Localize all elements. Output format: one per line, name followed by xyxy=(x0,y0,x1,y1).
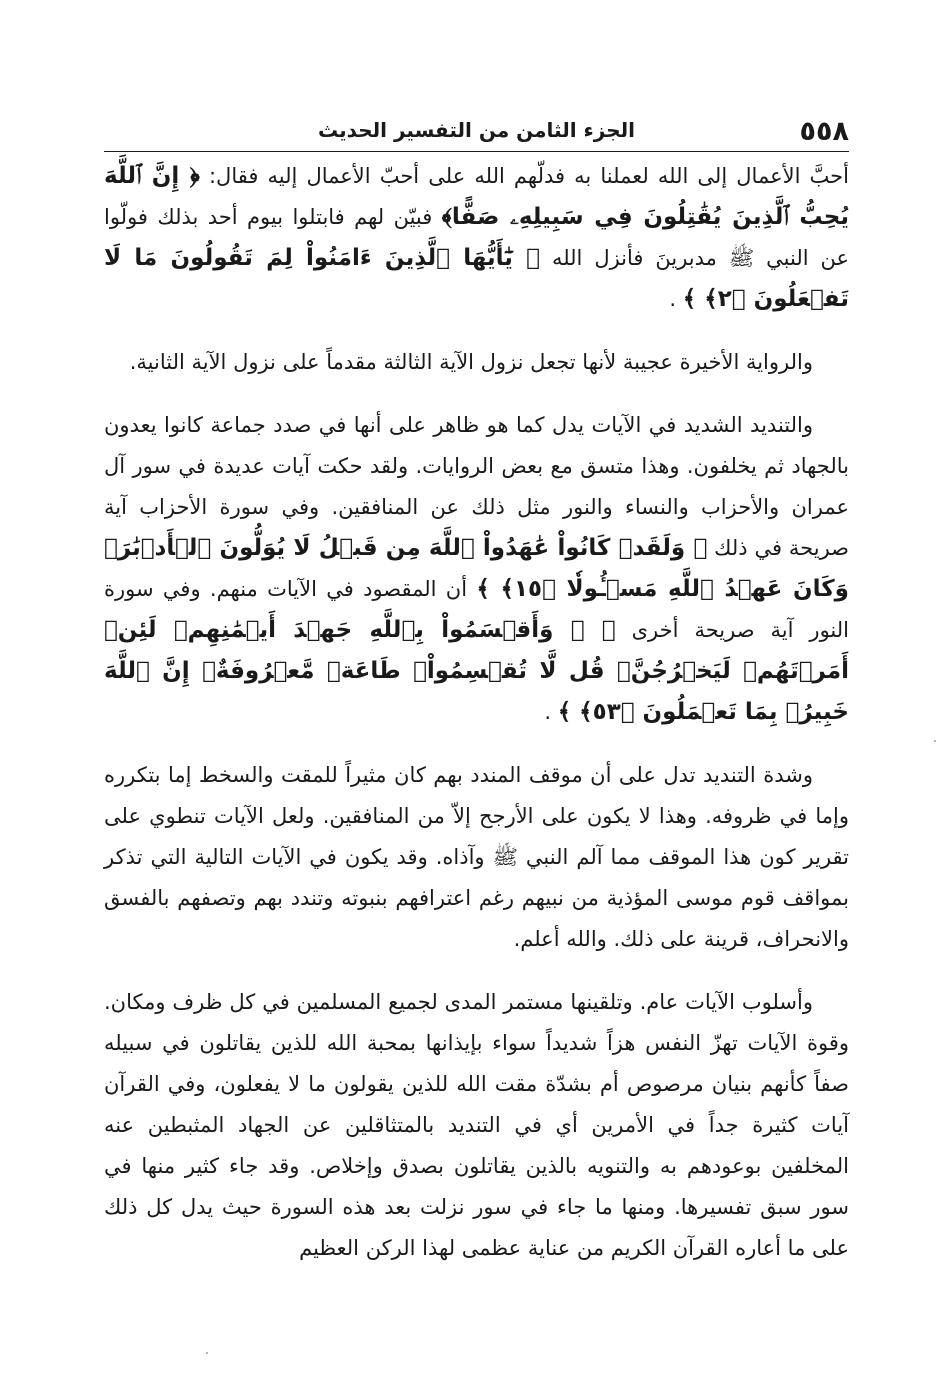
paragraph-1-middle: فبيّن لهم فابتلوا بيوم أحد بذلك فولّوا عن النبي ﷺ مدبرينَ فأنزل الله xyxy=(104,205,849,270)
running-title: الجزء الثامن من التفسير الحديث xyxy=(318,118,635,142)
quran-verse-ahzab-15: ﴿ وَلَقَدۡ كَانُواْ عَٰهَدُواْ ٱللَّهَ مِن قَبۡلُ لَا يُوَلُّونَ ٱلۡأَدۡبَٰرَۚ وَكَانَ عَهۡدُ ٱللَّهِ مَسۡـُٔولٗا ﴿١٥﴾ ﴾ xyxy=(104,535,849,602)
page-body xyxy=(104,156,849,1269)
scan-speck xyxy=(206,1352,208,1354)
paragraph-1-lead: أحبَّ الأعمال إلى الله لعملنا به فدلّهم الله على أحبّ الأعمال إليه فقال: xyxy=(208,164,849,188)
page-number: ٥٥٨ xyxy=(799,116,849,147)
page-header xyxy=(104,110,849,150)
paragraph-4: وشدة التنديد تدل على أن موقف المندد بهم كان مثيراً للمقت والسخط إما بتكرره وإما في ظروفه. وهذا لا يكون على الأرجح إلاّ من المنافقين. ولعل الآيات تنطوي على تقرير كون هذا الموقف مما آلم النبي ﷺ وآذاه. وقد يكون في الآيات التالية التي تذكر بمواقف قوم موسى المؤذية من نبيهم رغم اعترافهم بنبوته وتندد بهم وتصفهم بالفسق والانحراف، قرينة على ذلك. والله أعلم. xyxy=(104,763,849,951)
paragraph-3-tail: . xyxy=(544,700,551,724)
paragraph-2: والرواية الأخيرة عجيبة لأنها تجعل نزول الآية الثالثة مقدماً على نزول الآية الثانية. xyxy=(129,350,813,374)
quran-verse-saff-4: ﴿ إِنَّ ٱللَّهَ يُحِبُّ ٱلَّذِينَ يُقَٰتِلُونَ فِي سَبِيلِهِۦ صَفًّا﴾ xyxy=(104,163,849,230)
quran-verse-saff-2: ﴿ يَٰٓأَيُّهَا ٱلَّذِينَ ءَامَنُواْ لِمَ تَقُولُونَ مَا لَا تَفۡعَلُونَ ﴿٢﴾ ﴾ xyxy=(104,245,849,312)
paragraph-1-tail: . xyxy=(669,287,677,311)
paragraph-3 xyxy=(104,405,849,733)
paragraph-3-middle: أن المقصود في الآيات منهم. وفي سورة النور آية صريحة أخرى xyxy=(104,577,849,642)
quran-verse-nur-53: ﴿ ۞ وَأَقۡسَمُواْ بِٱللَّهِ جَهۡدَ أَيۡمَٰنِهِمۡ لَئِنۡ أَمَرۡتَهُمۡ لَيَخۡرُجُنَّۖ قُل لَّا تُقۡسِمُواْۖ طَاعَةٞ مَّعۡرُوفَةٌۚ إِنَّ ٱللَّهَ خَبِيرُۢ بِمَا تَعۡمَلُونَ ﴿٥٣﴾ ﴾ xyxy=(104,617,849,725)
paragraph-5: وأسلوب الآيات عام. وتلقينها مستمر المدى لجميع المسلمين في كل ظرف ومكان. وقوة الآيات تهزّ النفس هزاً شديداً سواء بإيذانها بمحبة الله للذين يقاتلون في سبيله صفاً كأنهم بنيان مرصوص أم بشدّة مقت الله للذين يقولون ما لا يفعلون، وفي القرآن آيات كثيرة جداً في الأمرين أي في التنديد بالمتثاقلين عن الجهاد المثبطين عنه المخلفين بوعودهم به والتنويه بالذين يقاتلون بصدق وإخلاص. وقد جاء كثير منها في سور سبق تفسيرها. ومنها ما جاء في سور نزلت بعد هذه السورة حيث يدل كل ذلك على ما أعاره القرآن الكريم من عناية عظمى لهذا الركن العظيم xyxy=(104,990,849,1260)
paragraph-1 xyxy=(104,156,849,320)
scan-speck xyxy=(934,740,936,742)
paragraph-3-lead: والتنديد الشديد في الآيات يدل كما هو ظاهر على أنها في صدد جماعة كانوا يعدون بالجهاد ثم يخلفون. وهذا متسق مع بعض الروايات. ولقد حكت آيات عديدة في سور آل عمران والأحزاب والنساء والنور مثل ذلك عن المنافقين. وفي سورة الأحزاب آية صريحة في ذلك xyxy=(104,413,849,560)
header-divider xyxy=(104,151,849,152)
